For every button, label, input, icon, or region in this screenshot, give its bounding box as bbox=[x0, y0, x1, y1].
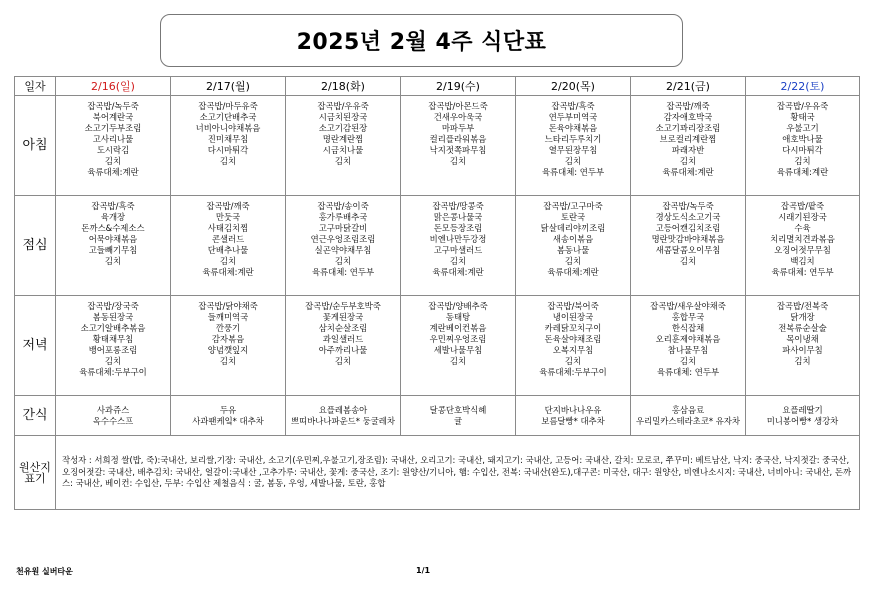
menu-item: 잡곡밥/땅콩죽 bbox=[432, 201, 484, 211]
menu-item: 돈까스&수제소스 bbox=[81, 223, 145, 233]
menu-item: 김치 bbox=[219, 156, 237, 166]
menu-cell bbox=[631, 196, 746, 296]
menu-item: 육류대체:계란 bbox=[202, 267, 254, 277]
menu-item: 실곤약야채무침 bbox=[314, 245, 372, 255]
menu-item: 경상도식소고기국 bbox=[655, 212, 721, 222]
menu-cell bbox=[56, 296, 171, 396]
menu-item: 잡곡밥/팥죽 bbox=[780, 201, 825, 211]
menu-item: 꽃게된장국 bbox=[322, 312, 364, 322]
menu-item: 육류대체:계란 bbox=[87, 167, 139, 177]
origin-label: 원산지 표기 bbox=[15, 436, 56, 510]
menu-item: 고등어캔김치조림 bbox=[655, 223, 721, 233]
meal-table bbox=[14, 76, 860, 510]
meal-label: 점심 bbox=[15, 196, 56, 296]
menu-item: 세발나물무침 bbox=[433, 345, 483, 355]
menu-item: 김치 bbox=[219, 256, 237, 266]
menu-item: 달콩단호박식혜 bbox=[429, 404, 487, 415]
menu-item: 김치 bbox=[449, 256, 467, 266]
menu-item: 미니봉어빵* 생강차 bbox=[766, 415, 839, 426]
menu-item: 소고기감된장 bbox=[318, 123, 368, 133]
menu-item: 계란베이컨볶음 bbox=[429, 323, 487, 333]
menu-item: 단지바나나우유 bbox=[544, 404, 602, 415]
menu-item: 시래기된장국 bbox=[778, 212, 827, 222]
menu-item: 느타리두루치기 bbox=[544, 134, 602, 144]
menu-item: 소고기꽈리장조림 bbox=[655, 123, 721, 133]
menu-item: 육류대체:계란 bbox=[547, 267, 599, 277]
menu-item: 닭살데리야끼조림 bbox=[540, 223, 606, 233]
menu-item: 북어계란국 bbox=[92, 112, 134, 122]
menu-item: 우불고기 bbox=[786, 123, 819, 133]
menu-item: 홍가루배추국 bbox=[318, 212, 368, 222]
menu-item: 육류대체: 연두부 bbox=[656, 367, 720, 377]
menu-cell bbox=[401, 96, 516, 196]
menu-item: 우리밀카스테라초코* 유자차 bbox=[636, 415, 740, 426]
menu-item: 전복류순살술 bbox=[778, 323, 827, 333]
menu-item: 양념깻잎지 bbox=[207, 345, 249, 355]
menu-item: 김치 bbox=[679, 256, 697, 266]
menu-item: 잡곡밥/양배추죽 bbox=[428, 301, 488, 311]
menu-cell bbox=[631, 296, 746, 396]
menu-item: 너비아니야채볶음 bbox=[195, 123, 261, 133]
menu-item: 단배추나물 bbox=[207, 245, 249, 255]
menu-item: 김치 bbox=[564, 156, 582, 166]
menu-item: 요플레딸기 bbox=[782, 404, 823, 415]
menu-item: 깐풍기 bbox=[215, 323, 241, 333]
menu-item: 명란계란찜 bbox=[322, 134, 364, 144]
menu-item: 쁘띠바나나파운드* 둥굴레차 bbox=[291, 415, 395, 426]
menu-item: 두유 bbox=[219, 404, 237, 415]
menu-item: 김치 bbox=[449, 156, 467, 166]
menu-cell bbox=[171, 296, 286, 396]
menu-item: 황태채무침 bbox=[92, 334, 134, 344]
menu-item: 진미채무침 bbox=[207, 134, 249, 144]
menu-cell bbox=[56, 196, 171, 296]
menu-item: 홍합무국 bbox=[671, 312, 705, 322]
menu-item: 김치 bbox=[104, 356, 122, 366]
menu-item: 토란국 bbox=[560, 212, 586, 222]
menu-item: 잡곡밥/흑죽 bbox=[91, 201, 135, 211]
menu-item: 옥수수스프 bbox=[92, 415, 134, 426]
menu-item: 육류대체:계란 bbox=[776, 167, 829, 177]
menu-item: 잡곡밥/순두부호박죽 bbox=[305, 301, 381, 311]
menu-cell bbox=[401, 396, 516, 436]
menu-item: 김치 bbox=[104, 256, 122, 266]
date-header-label: 일자 bbox=[15, 77, 56, 96]
menu-item: 들깨미역국 bbox=[207, 312, 249, 322]
date-header-cell: 2/19(수) bbox=[401, 77, 516, 96]
menu-item: 잡곡밥/녹두죽 bbox=[662, 201, 714, 211]
date-header-row bbox=[15, 77, 860, 96]
menu-item: 목이냉채 bbox=[786, 334, 819, 344]
menu-item: 감자볶음 bbox=[211, 334, 245, 344]
menu-item: 잡곡밥/아몬드죽 bbox=[428, 101, 488, 111]
date-header-cell: 2/20(목) bbox=[516, 77, 631, 96]
menu-item: 육류대체:계란 bbox=[662, 167, 714, 177]
page-title: 2025년 2월 4주 식단표 bbox=[160, 14, 683, 67]
menu-item: 잡곡밥/흑죽 bbox=[551, 101, 595, 111]
menu-item: 김치 bbox=[564, 256, 582, 266]
menu-cell bbox=[516, 296, 631, 396]
menu-item: 참나물무침 bbox=[667, 345, 709, 355]
menu-item: 브로컬리계란찜 bbox=[659, 134, 717, 144]
menu-item: 한식잡채 bbox=[671, 323, 705, 333]
menu-item: 새송이볶음 bbox=[552, 234, 594, 244]
menu-item: 시금치나물 bbox=[322, 145, 364, 155]
menu-cell bbox=[56, 96, 171, 196]
menu-cell bbox=[516, 396, 631, 436]
menu-item: 만둣국 bbox=[215, 212, 241, 222]
menu-cell bbox=[746, 96, 860, 196]
menu-cell bbox=[746, 396, 860, 436]
menu-item: 김치 bbox=[219, 356, 237, 366]
menu-item: 어묵야채볶음 bbox=[88, 234, 138, 244]
date-header-cell: 2/21(금) bbox=[631, 77, 746, 96]
menu-item: 소고기알배추볶음 bbox=[80, 323, 146, 333]
menu-item: 사태김치찜 bbox=[207, 223, 249, 233]
menu-item: 돈육살야채조림 bbox=[544, 334, 602, 344]
menu-item: 김치 bbox=[564, 356, 582, 366]
footer-page-number: 1/1 bbox=[416, 566, 431, 575]
menu-item: 잡곡밥/새우살야채죽 bbox=[650, 301, 726, 311]
menu-item: 잡곡밥/우유죽 bbox=[317, 101, 369, 111]
menu-cell bbox=[286, 396, 401, 436]
menu-item: 맑은콩나물국 bbox=[433, 212, 483, 222]
menu-item: 감자애호박국 bbox=[663, 112, 713, 122]
menu-item: 잡곡밥/송이죽 bbox=[317, 201, 369, 211]
menu-item: 김치 bbox=[334, 356, 352, 366]
meal-label: 저녁 bbox=[15, 296, 56, 396]
menu-item: 잡곡밥/깨죽 bbox=[206, 201, 250, 211]
menu-item: 고사리나물 bbox=[92, 134, 134, 144]
menu-item: 건새우아욱국 bbox=[433, 112, 483, 122]
menu-item: 김치 bbox=[104, 156, 122, 166]
menu-cell bbox=[171, 396, 286, 436]
menu-item: 과일샐러드 bbox=[322, 334, 364, 344]
menu-item: 우민찌우엉조림 bbox=[429, 334, 487, 344]
menu-item: 봄동나물 bbox=[556, 245, 590, 255]
menu-cell bbox=[171, 196, 286, 296]
menu-item: 육류대체: 연두부 bbox=[771, 267, 834, 277]
menu-item: 다시마튀각 bbox=[207, 145, 249, 155]
menu-item: 아주까리나물 bbox=[318, 345, 368, 355]
menu-item: 육류대체: 연두부 bbox=[541, 167, 605, 177]
menu-item: 육류대체:두부구이 bbox=[539, 367, 607, 377]
menu-item: 오리훈제야채볶음 bbox=[655, 334, 721, 344]
menu-item: 사과팬케잌* 대추차 bbox=[192, 415, 264, 426]
menu-item: 고들빼기무침 bbox=[88, 245, 138, 255]
menu-item: 잡곡밥/닭야채죽 bbox=[198, 301, 258, 311]
menu-cell bbox=[286, 296, 401, 396]
menu-item: 봄동된장국 bbox=[92, 312, 134, 322]
menu-cell bbox=[746, 196, 860, 296]
menu-item: 새콤달콤오이무침 bbox=[655, 245, 721, 255]
menu-item: 황태국 bbox=[790, 112, 815, 122]
date-header-cell: 2/17(월) bbox=[171, 77, 286, 96]
menu-item: 육개장 bbox=[100, 212, 126, 222]
menu-item: 돈육야채볶음 bbox=[548, 123, 598, 133]
menu-item: 김치 bbox=[679, 156, 697, 166]
meal-row bbox=[15, 296, 860, 396]
menu-item: 카레닭꼬치구이 bbox=[544, 323, 602, 333]
meal-row bbox=[15, 196, 860, 296]
menu-item: 돈모등장조림 bbox=[433, 223, 483, 233]
menu-cell bbox=[516, 96, 631, 196]
date-header-cell: 2/18(화) bbox=[286, 77, 401, 96]
menu-item: 김치 bbox=[334, 256, 352, 266]
menu-item: 다시마튀각 bbox=[782, 145, 823, 155]
menu-item: 명란맛감바야채볶음 bbox=[651, 234, 725, 244]
menu-item: 수육 bbox=[794, 223, 811, 233]
menu-item: 도시락김 bbox=[96, 145, 130, 155]
menu-item: 백김치 bbox=[790, 256, 815, 266]
menu-item: 냉이된장국 bbox=[552, 312, 594, 322]
menu-item: 비엔나만두강정 bbox=[429, 234, 487, 244]
meal-label: 아침 bbox=[15, 96, 56, 196]
menu-item: 사과쥬스 bbox=[96, 404, 130, 415]
menu-item: 김치 bbox=[794, 156, 811, 166]
footer-org: 천유원 실버타운 bbox=[16, 567, 73, 576]
menu-item: 요플레봄송아 bbox=[318, 404, 368, 415]
menu-item: 소고기단배추국 bbox=[199, 112, 257, 122]
menu-item: 연근우엉조림조림 bbox=[310, 234, 376, 244]
menu-cell bbox=[746, 296, 860, 396]
menu-item: 애호박나물 bbox=[782, 134, 823, 144]
menu-item: 잡곡밥/우유죽 bbox=[776, 101, 829, 111]
menu-item: 잡곡밥/깨죽 bbox=[666, 101, 710, 111]
menu-item: 육류대체: 연두부 bbox=[311, 267, 375, 277]
menu-item: 고구마샐러드 bbox=[433, 245, 483, 255]
date-header-cell: 2/16(일) bbox=[56, 77, 171, 96]
menu-cell bbox=[286, 196, 401, 296]
menu-item: 콘샐러드 bbox=[211, 234, 245, 244]
menu-item: 연두부미역국 bbox=[548, 112, 598, 122]
menu-cell bbox=[631, 396, 746, 436]
menu-item: 삼치순살조림 bbox=[318, 323, 368, 333]
menu-item: 열무된장무침 bbox=[548, 145, 598, 155]
menu-item: 김치 bbox=[794, 356, 811, 366]
meal-label: 간식 bbox=[15, 396, 56, 436]
menu-item: 소고기두부조림 bbox=[84, 123, 142, 133]
menu-item: 육류대체:두부구이 bbox=[79, 367, 147, 377]
menu-item: 낙지젓쪽파무침 bbox=[429, 145, 487, 155]
menu-item: 컬리플라워볶음 bbox=[429, 134, 487, 144]
menu-item: 잡곡밥/북어죽 bbox=[547, 301, 599, 311]
menu-item: 뱅어포롱조림 bbox=[88, 345, 138, 355]
origin-text: 작성자 : 서희정 쌀(밥, 죽):국내산, 보리쌀,기장: 국내산, 소고기(우민찌,우불고기,장조림): 국내산, 오리고기: 국내산, 돼지고기: 국내산, 고등어: 국내산, 갈치: 모로코, 쭈꾸미: 베트남산, 낙지: 중국산, 낙지젓갈: 중국산, 오징어젓갈: 국내산, 배추김치: 국내산, 얼갈이:국내산 ,고추가루: 국내산, 꽃게: 중국산, 조기: 원양산/기니아, 햄: 수입산, 전복: 국내산(완도),대구콘: 미국산, 대구: 원양산, 비엔나소시지: 국내산, 너비아니: 국내산, 돈까스: 국내산, 베이컨: 수입산, 두부: 수입산 제철음식 : 굴, 봄동, 우엉, 세발나물, 토란, 홍합 bbox=[56, 436, 860, 510]
menu-item: 김치 bbox=[334, 156, 352, 166]
menu-item: 잡곡밥/녹두죽 bbox=[87, 101, 139, 111]
menu-item: 고구마닭갈비 bbox=[318, 223, 368, 233]
menu-item: 육류대체:계란 bbox=[432, 267, 484, 277]
menu-item: 동태탕 bbox=[445, 312, 471, 322]
menu-cell bbox=[286, 96, 401, 196]
menu-item: 귤 bbox=[453, 415, 463, 426]
menu-item: 보름달빵* 대추차 bbox=[541, 415, 605, 426]
origin-row bbox=[15, 436, 860, 510]
date-header-cell: 2/22(토) bbox=[746, 77, 860, 96]
menu-item: 닭개장 bbox=[790, 312, 815, 322]
meal-row bbox=[15, 96, 860, 196]
menu-cell bbox=[171, 96, 286, 196]
menu-item: 오복지무침 bbox=[552, 345, 594, 355]
menu-item: 김치 bbox=[679, 356, 697, 366]
menu-cell bbox=[401, 296, 516, 396]
menu-item: 시금치된장국 bbox=[318, 112, 368, 122]
meal-row bbox=[15, 396, 860, 436]
menu-item: 잡곡밥/마두유죽 bbox=[198, 101, 258, 111]
menu-item: 홍삼음료 bbox=[671, 404, 705, 415]
menu-item: 치리멸치견과볶음 bbox=[770, 234, 835, 244]
menu-item: 잡곡밥/장국죽 bbox=[87, 301, 139, 311]
menu-cell bbox=[516, 196, 631, 296]
menu-item: 오징어젓무무침 bbox=[774, 245, 831, 255]
menu-cell bbox=[56, 396, 171, 436]
menu-item: 마파두부 bbox=[441, 123, 475, 133]
menu-item: 파사이무침 bbox=[782, 345, 823, 355]
menu-cell bbox=[631, 96, 746, 196]
menu-item: 김치 bbox=[449, 356, 467, 366]
menu-cell bbox=[401, 196, 516, 296]
menu-item: 잡곡밥/전복죽 bbox=[776, 301, 829, 311]
menu-item: 잡곡밥/고구마죽 bbox=[543, 201, 603, 211]
menu-item: 파래자반 bbox=[671, 145, 705, 155]
